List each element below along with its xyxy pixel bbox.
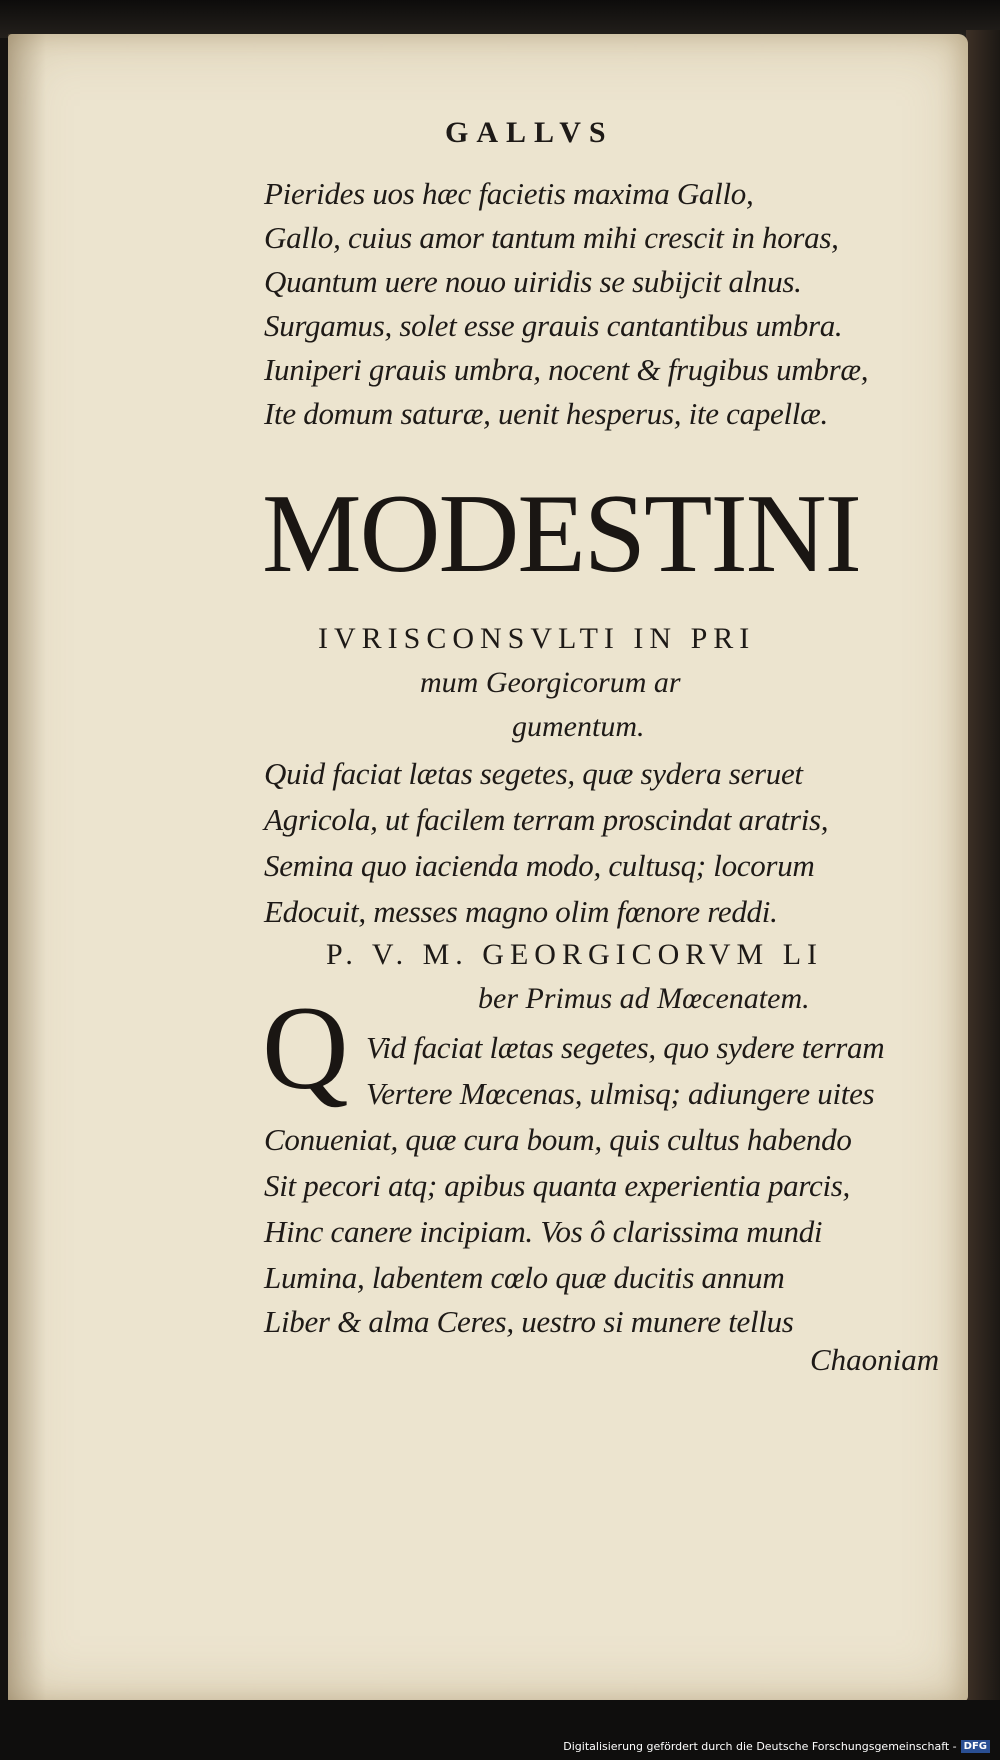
gallus-verse-5: Iuniperi grauis umbra, nocent & frugibus umbræ,: [264, 352, 869, 387]
gallus-verse-4: Surgamus, solet esse grauis cantantibus umbra.: [264, 308, 843, 343]
book-verse-6: Lumina, labentem cœlo quæ ducitis annum: [264, 1260, 785, 1295]
book-verse-5: Hinc canere incipiam. Vos ô clarissima mundi: [264, 1214, 823, 1249]
book-heading-line-1: P. V. M. GEORGICORVM LI: [326, 938, 824, 971]
gallus-verse-6: Ite domum saturæ, uenit hesperus, ite capellæ.: [264, 396, 828, 431]
dfg-logo: DFG: [961, 1740, 990, 1753]
credit-text: Digitalisierung gefördert durch die Deutsche Forschungsgemeinschaft -: [563, 1740, 957, 1753]
book-verse-1: Vid faciat lætas segetes, quo sydere terram: [366, 1030, 885, 1065]
scan-top-edge: [0, 0, 1000, 38]
catchword: Chaoniam: [810, 1342, 940, 1377]
heading-line-3: gumentum.: [512, 710, 645, 743]
gallus-verse-3: Quantum uere nouo uiridis se subijcit alnus.: [264, 264, 802, 299]
gallus-verse-1: Pierides uos hæc facietis maxima Gallo,: [264, 176, 754, 211]
book-heading-line-2: ber Primus ad Mœcenatem.: [478, 982, 810, 1015]
page-gutter-shadow: [8, 34, 46, 1702]
book-verse-2: Vertere Mœcenas, ulmisq; adiungere uites: [366, 1076, 875, 1111]
heading-line-1: IVRISCONSVLTI IN PRI: [318, 622, 756, 655]
digitization-credit: [563, 1740, 990, 1753]
book-cover-edge: [966, 30, 1000, 1730]
book-verse-7: Liber & alma Ceres, uestro si munere tellus: [264, 1304, 794, 1339]
book-verse-4: Sit pecori atq; apibus quanta experientia parcis,: [264, 1168, 850, 1203]
argument-verse-3: Semina quo iacienda modo, cultusq; locorum: [264, 848, 815, 883]
argument-verse-4: Edocuit, messes magno olim fœnore reddi.: [264, 894, 778, 929]
gallus-verse-2: Gallo, cuius amor tantum mihi crescit in horas,: [264, 220, 839, 255]
argument-verse-1: Quid faciat lætas segetes, quæ sydera seruet: [264, 756, 803, 791]
drop-cap-initial: Q: [262, 981, 349, 1114]
heading-line-2: mum Georgicorum ar: [420, 666, 681, 699]
running-head: GALLVS: [445, 116, 614, 149]
argument-verse-2: Agricola, ut facilem terram proscindat aratris,: [264, 802, 829, 837]
book-verse-3: Conueniat, quæ cura boum, quis cultus habendo: [264, 1122, 852, 1157]
section-title: MODESTINI: [262, 472, 860, 596]
